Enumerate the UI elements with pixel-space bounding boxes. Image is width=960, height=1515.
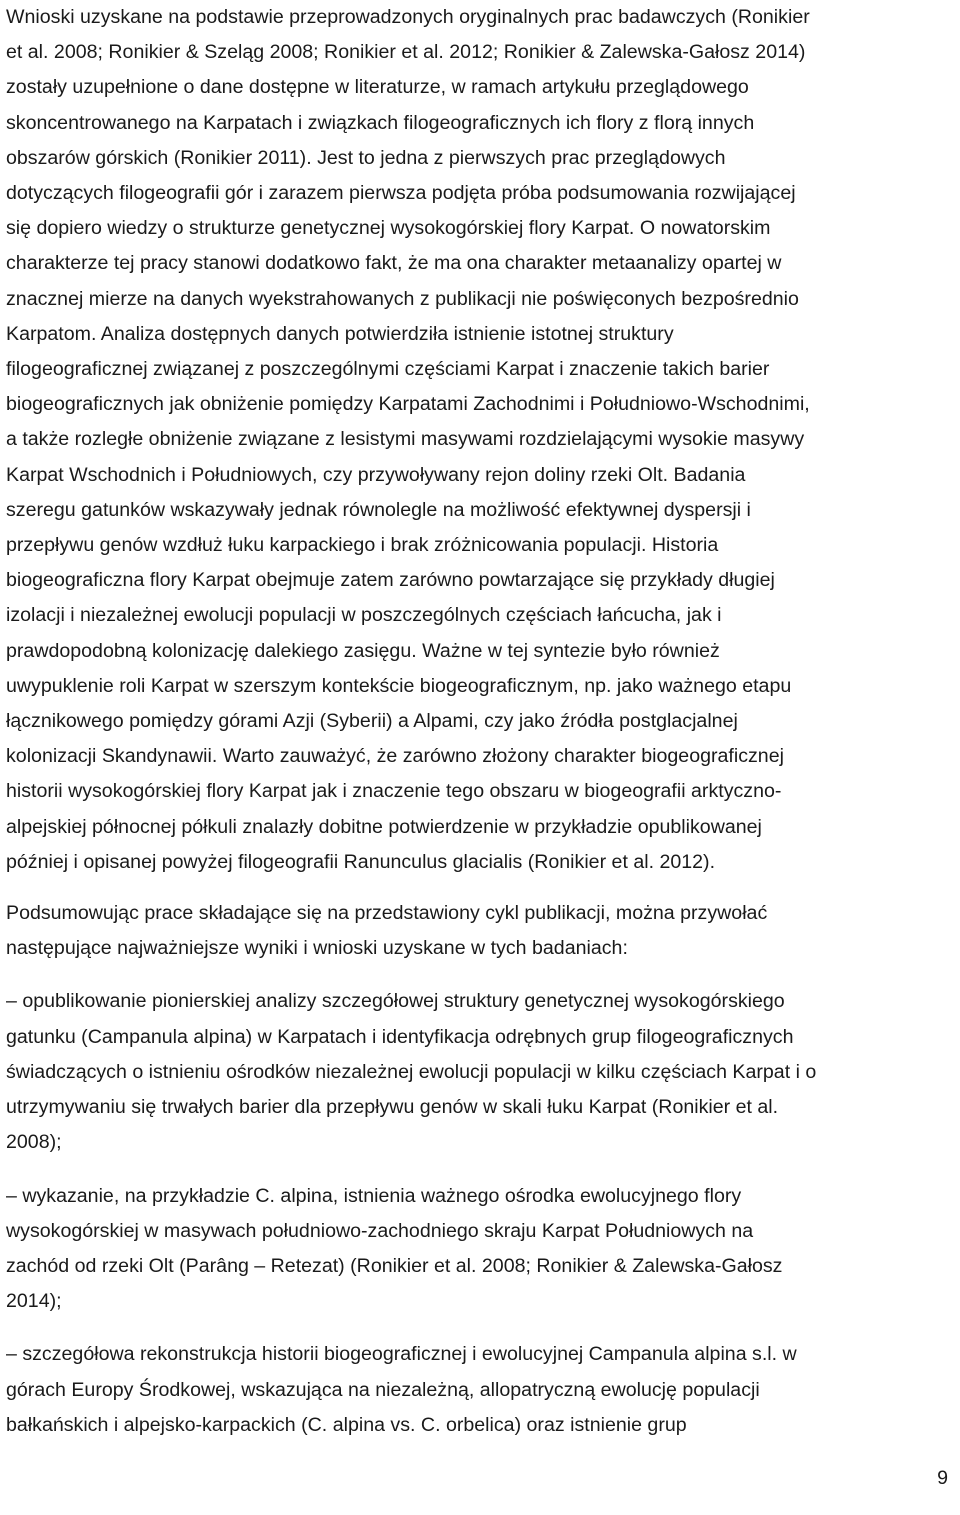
- text-line: znacznej mierze na danych wyekstrahowanych z publikacji nie poświęconych bezpośrednio: [6, 287, 799, 310]
- text-line: zostały uzupełnione o dane dostępne w literaturze, w ramach artykułu przeglądowego: [6, 76, 749, 99]
- text-line: uwypuklenie roli Karpat w szerszym kontekście biogeograficznym, np. jako ważnego etapu: [6, 674, 792, 697]
- text-line: 2008);: [6, 1131, 62, 1154]
- text-line: historii wysokogórskiej flory Karpat jak i znaczenie tego obszaru w biogeografii arktyczno-: [6, 780, 782, 803]
- text-line: gatunku (Campanula alpina) w Karpatach i identyfikacja odrębnych grup filogeograficznych: [6, 1025, 794, 1048]
- text-line: filogeograficznej związanej z poszczególnymi częściami Karpat i znaczenie takich barier: [6, 358, 770, 381]
- paragraph-intro: [6, 0, 958, 880]
- text-line: et al. 2008; Ronikier & Szeląg 2008; Ronikier et al. 2012; Ronikier & Zalewska-Gałosz 2014): [6, 41, 806, 64]
- list-item-result-2: [6, 1179, 958, 1320]
- text-line: bałkańskich i alpejsko-karpackich (C. alpina vs. C. orbelica) oraz istnienie grup: [6, 1413, 687, 1436]
- text-line: później i opisanej powyżej filogeografii Ranunculus glacialis (Ronikier et al. 2012).: [6, 850, 716, 873]
- text-line: szeregu gatunków wskazywały jednak równolegle na możliwość efektywnej dyspersji i: [6, 498, 751, 521]
- paragraph-spacer: [6, 880, 958, 896]
- text-line: zachód od rzeki Olt (Parâng – Retezat) (Ronikier et al. 2008; Ronikier & Zalewska-Gałosz: [6, 1254, 783, 1277]
- text-line: kolonizacji Skandynawii. Warto zauważyć, że zarówno złożony charakter biogeograficznej: [6, 745, 784, 768]
- text-line: – opublikowanie pionierskiej analizy szczegółowej struktury genetycznej wysokogórskiego: [6, 990, 785, 1013]
- text-line: Karpatom. Analiza dostępnych danych potwierdziła istnienie istotnej struktury: [6, 322, 674, 345]
- paragraph-spacer: [6, 966, 958, 984]
- text-line: alpejskiej północnej półkuli znalazły dobitne potwierdzenie w przykładzie opublikowanej: [6, 815, 762, 838]
- list-item-result-3: [6, 1337, 958, 1443]
- document-page: [6, 0, 958, 1443]
- paragraph-spacer: [6, 1319, 958, 1337]
- text-line: 2014);: [6, 1290, 62, 1313]
- text-line: skoncentrowanego na Karpatach i związkach filogeograficznych ich flory z florą innych: [6, 111, 755, 134]
- text-line: izolacji i niezależnej ewolucji populacji w poszczególnych częściach łańcucha, jak i: [6, 604, 722, 627]
- text-line: utrzymywaniu się trwałych barier dla przepływu genów w skali łuku Karpat (Ronikier et al.: [6, 1096, 779, 1119]
- text-line: prawdopodobną kolonizację dalekiego zasięgu. Ważne w tej syntezie było również: [6, 639, 720, 662]
- text-line: Wnioski uzyskane na podstawie przeprowadzonych oryginalnych prac badawczych (Ronikier: [6, 6, 810, 28]
- text-line: łącznikowego pomiędzy górami Azji (Syberii) a Alpami, czy jako źródła postglacjalnej: [6, 710, 738, 733]
- text-line: górach Europy Środkowej, wskazująca na niezależną, allopatryczną ewolucję populacji: [6, 1378, 760, 1401]
- text-line: biogeograficzna flory Karpat obejmuje zatem zarówno powtarzające się przykłady długiej: [6, 569, 775, 592]
- text-line: się dopiero wiedzy o strukturze genetycznej wysokogórskiej flory Karpat. O nowatorskim: [6, 217, 771, 240]
- text-line: charakterze tej pracy stanowi dodatkowo fakt, że ma ona charakter metaanalizy opartej w: [6, 252, 782, 275]
- text-line: wysokogórskiej w masywach południowo-zachodniego skraju Karpat Południowych na: [6, 1219, 754, 1242]
- list-item-result-1: [6, 984, 958, 1160]
- text-line: – wykazanie, na przykładzie C. alpina, istnienia ważnego ośrodka ewolucyjnego flory: [6, 1184, 742, 1207]
- text-line: świadczących o istnieniu ośrodków niezależnej ewolucji populacji w kilku częściach Karpat i o: [6, 1060, 817, 1083]
- paragraph-summary-intro: [6, 896, 958, 966]
- text-line: biogeograficznych jak obniżenie pomiędzy Karpatami Zachodnimi i Południowo-Wschodnimi,: [6, 393, 810, 416]
- paragraph-spacer: [6, 1161, 958, 1179]
- text-line: Karpat Wschodnich i Południowych, czy przywoływany rejon doliny rzeki Olt. Badania: [6, 463, 746, 486]
- text-line: Podsumowując prace składające się na przedstawiony cykl publikacji, można przywołać: [6, 902, 768, 925]
- text-line: – szczegółowa rekonstrukcja historii biogeograficznej i ewolucyjnej Campanula alpina s.l. w: [6, 1343, 797, 1366]
- text-line: dotyczących filogeografii gór i zarazem pierwsza podjęta próba podsumowania rozwijającej: [6, 182, 796, 205]
- text-line: przepływu genów wzdłuż łuku karpackiego i brak zróżnicowania populacji. Historia: [6, 534, 719, 557]
- text-line: a także rozległe obniżenie związane z lesistymi masywami rozdzielającymi wysokie masywy: [6, 428, 805, 451]
- page-number: 9: [937, 1467, 948, 1489]
- text-line: następujące najważniejsze wyniki i wnioski uzyskane w tych badaniach:: [6, 937, 628, 960]
- text-line: obszarów górskich (Ronikier 2011). Jest to jedna z pierwszych prac przeglądowych: [6, 146, 726, 169]
